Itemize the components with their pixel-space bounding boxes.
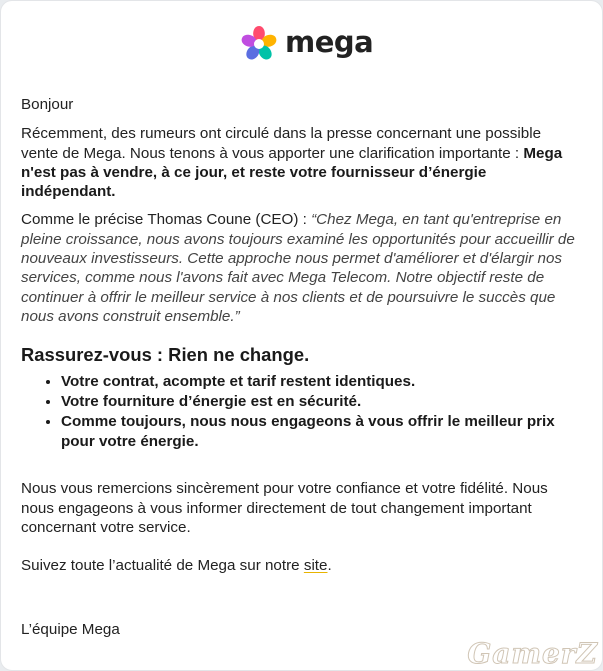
mega-star-icon [239,24,279,64]
follow-text: Suivez toute l’actualité de Mega sur notre [21,557,300,575]
mega-logo [239,23,373,65]
greeting: Bonjour [21,96,74,113]
paragraph-follow [21,556,581,575]
follow-period: . [327,557,332,575]
paragraph-rumours-text: Récemment, des rumeurs ont circulé dans la presse concernant une possible vente de Mega. Nous tenons à vous apporter une clarification importante : [21,125,542,162]
paragraph-rumours-bold: Mega n'est pas à vendre, à ce jour, et reste votre fournisseur d’énergie indépendant. [21,144,563,201]
paragraph-rumours [21,124,581,201]
paragraph-thanks: Nous vous remercions sincèrement pour votre confiance et votre fidélité. Nous nous engageons à vous informer directement de tout changement important concernant votre service. [21,480,548,537]
brand-name: mega [285,24,374,59]
ceo-intro: Comme le précise Thomas Coune (CEO) : [21,211,307,229]
email-body [21,95,581,576]
list-item: • Comme toujours, nous nous engageons à vous offrir le meilleur prix pour votre énergie. [61,412,581,452]
site-link[interactable]: site [303,557,328,575]
paragraph-ceo-quote [21,210,581,326]
reassurance-list [21,372,581,451]
ceo-quote: “Chez Mega, en tant qu'entreprise en pleine croissance, nous avons toujours examiné les opportunités pour accueillir de nouveaux investisseurs. Cette approche nous permet d'améliorer et d'élargir nos services, comme nous l'avons fait avec Mega Telecom. Notre objectif reste de continuer à offrir le meilleur service à nos clients et de poursuivre le succès que nous avons construit ensemble.” [21,211,575,325]
section-heading: Rassurez-vous : Rien ne change. [21,344,310,366]
watermark: GamerZ [467,637,598,670]
signoff: L’équipe Mega [21,621,120,638]
list-item: • Votre contrat, acompte et tarif restent identiques. [61,372,581,392]
list-item: • Votre fourniture d’énergie est en sécurité. [61,392,581,412]
